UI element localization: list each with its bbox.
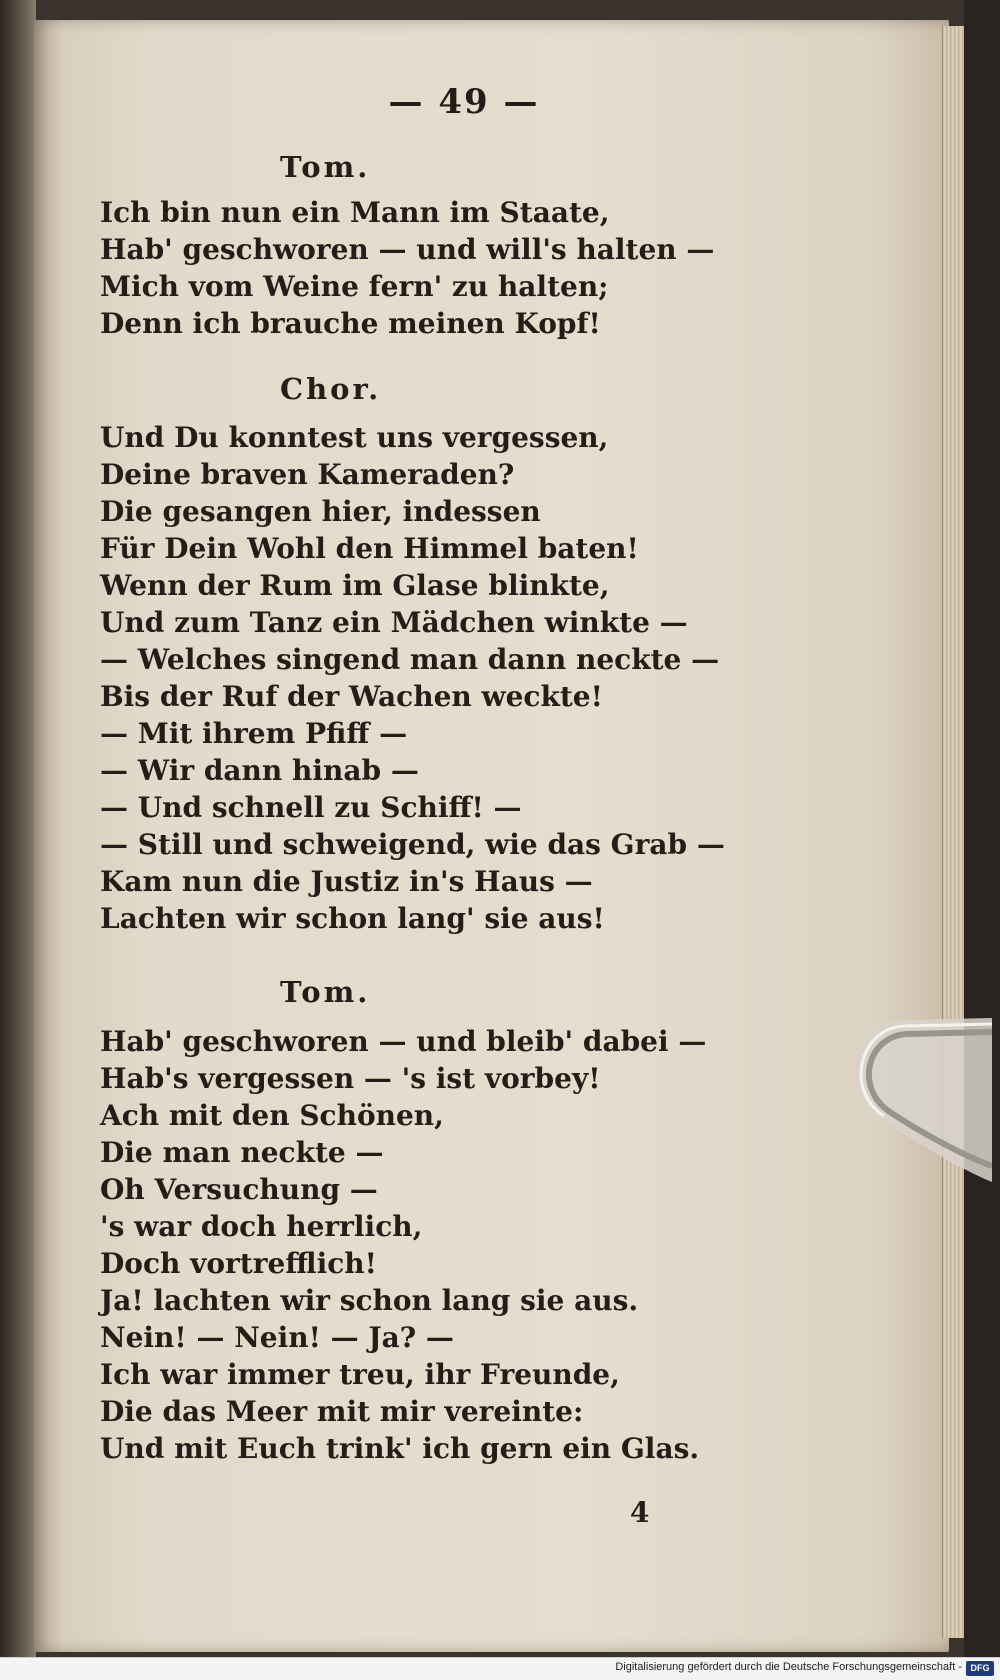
speaker-heading: Tom. [280,150,371,184]
speaker-heading: Chor. [280,372,382,406]
verse-line: Kam nun die Justiz in's Haus — [100,865,593,898]
verse-line: Ich bin nun ein Mann im Staate, [100,196,610,229]
verse-line: Und mit Euch trink' ich gern ein Glas. [100,1432,700,1465]
verse-line: Bis der Ruf der Wachen weckte! [100,680,603,713]
verse-line: Die man neckte — [100,1136,384,1169]
footer-bar [0,1657,1000,1680]
verse-line: Die gesangen hier, indessen [100,495,541,528]
footer-credit: Digitalisierung gefördert durch die Deutsche Forschungsgemeinschaft - [615,1661,962,1673]
speaker-heading: Tom. [280,975,371,1009]
verse-line: — Still und schweigend, wie das Grab — [100,828,725,861]
verse-line: Wenn der Rum im Glase blinkte, [100,569,610,602]
verse-line: Nein! — Nein! — Ja? — [100,1321,454,1354]
verse-line: Ach mit den Schönen, [100,1099,444,1132]
verse-line: Ich war immer treu, ihr Freunde, [100,1358,620,1391]
verse-line: Lachten wir schon lang' sie aus! [100,902,605,935]
verse-line: Und Du konntest uns vergessen, [100,421,609,454]
verse-line: Doch vortrefflich! [100,1247,377,1280]
verse-line: Die das Meer mit mir vereinte: [100,1395,584,1428]
verse-line: Hab' geschworen — und bleib' dabei — [100,1025,707,1058]
verse-line: — Mit ihrem Pfiff — [100,717,408,750]
verse-line: Deine braven Kameraden? [100,458,515,491]
dfg-logo: DFG [966,1661,994,1676]
page-edges [942,26,965,1638]
verse-line: Mich vom Weine fern' zu halten; [100,270,609,303]
verse-line: Und zum Tanz ein Mädchen winkte — [100,606,688,639]
verse-line: Hab' geschworen — und will's halten — [100,233,715,266]
verse-line: Für Dein Wohl den Himmel baten! [100,532,639,565]
verse-line: Oh Versuchung — [100,1173,378,1206]
page-clip-icon [842,1010,992,1185]
verse-line: — Welches singend man dann neckte — [100,643,720,676]
verse-line: — Und schnell zu Schiff! — [100,791,522,824]
verse-line: — Wir dann hinab — [100,754,419,787]
verse-line: Denn ich brauche meinen Kopf! [100,307,601,340]
verse-line: Ja! lachten wir schon lang sie aus. [100,1284,639,1317]
page-number: — 49 — [388,82,540,122]
verse-line: 's war doch herrlich, [100,1210,423,1243]
verse-line: Hab's vergessen — 's ist vorbey! [100,1062,601,1095]
book-gutter [0,0,36,1679]
signature-mark: 4 [630,1496,650,1529]
right-background [964,0,1000,1679]
